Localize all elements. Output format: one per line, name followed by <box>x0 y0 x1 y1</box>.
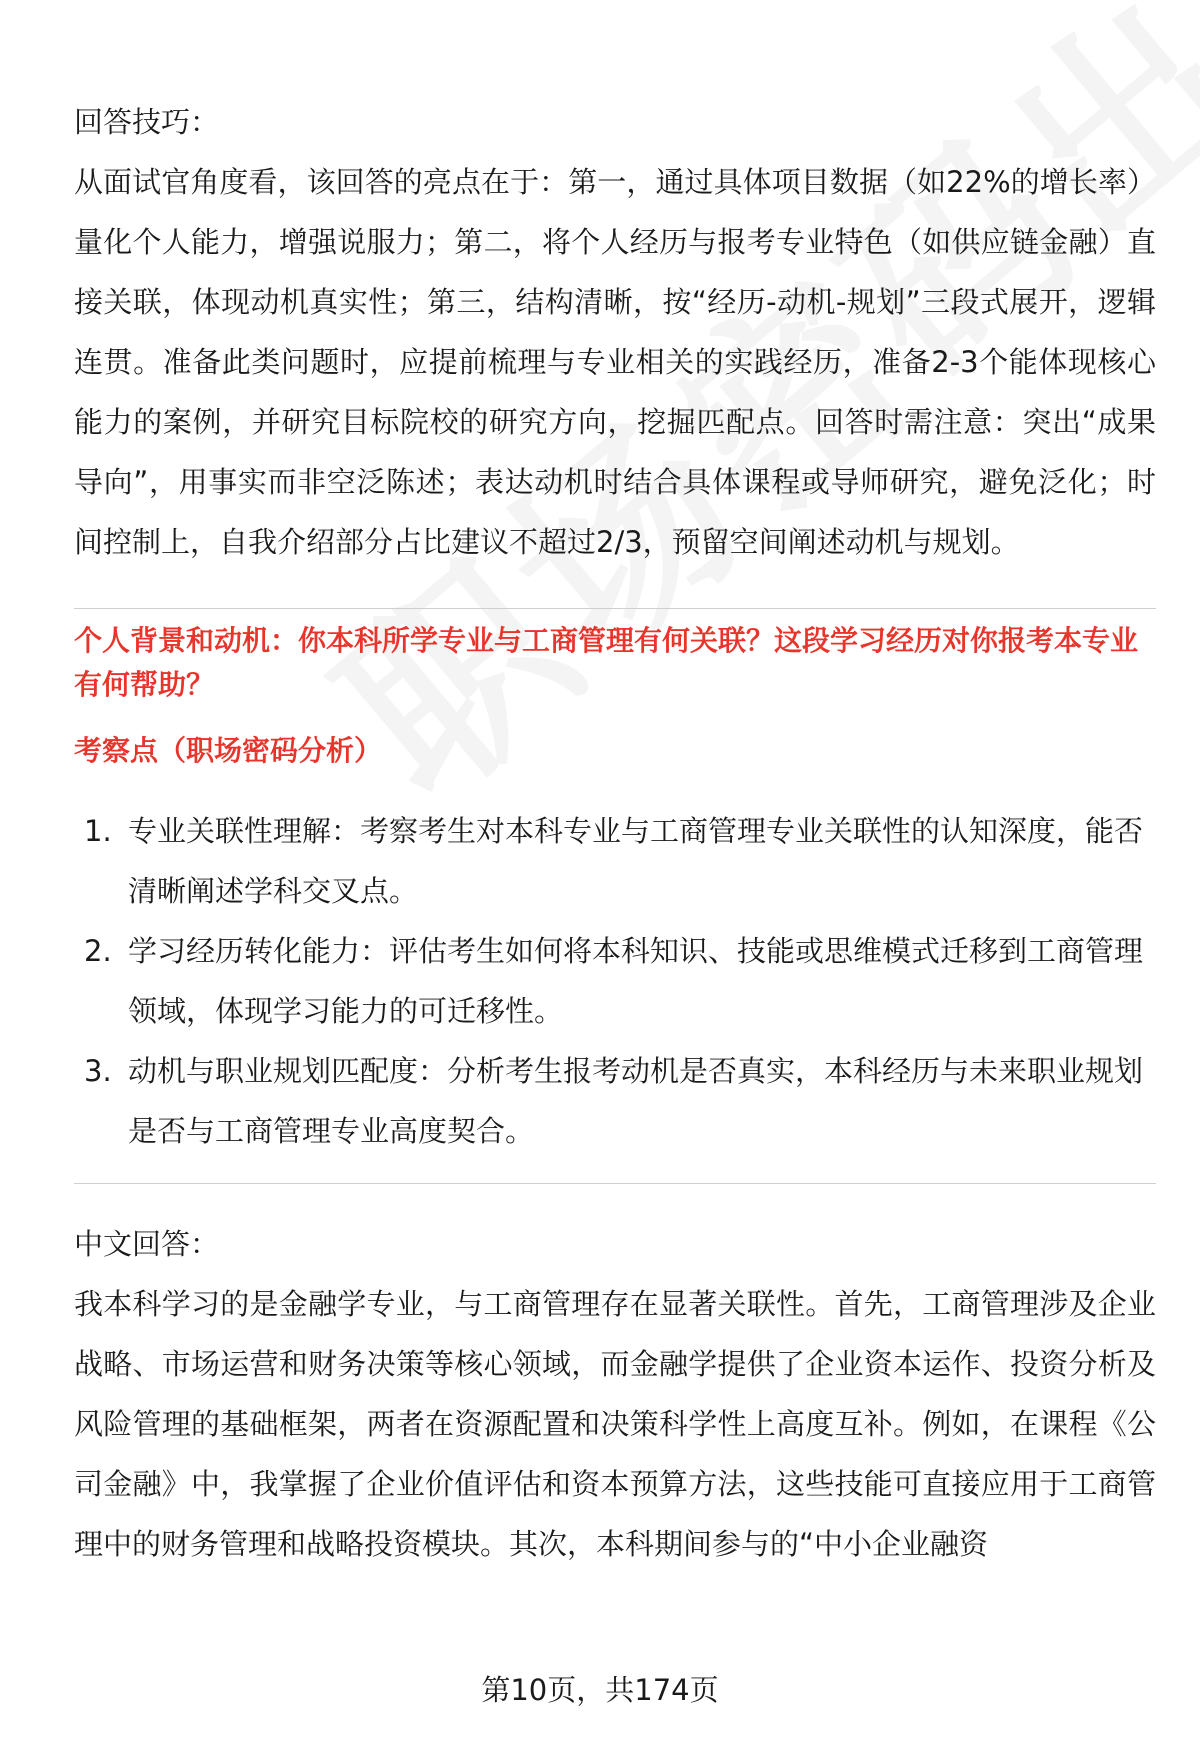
divider <box>74 608 1156 609</box>
tips-section <box>74 92 1156 572</box>
list-item-number: 1. <box>84 814 112 848</box>
list-item-text: 动机与职业规划匹配度：分析考生报考动机是否真实，本科经历与未来职业规划是否与工商管理专业高度契合。 <box>128 1054 1144 1148</box>
list-item <box>74 1041 1156 1161</box>
list-item-number: 2. <box>84 934 112 968</box>
answer-section <box>74 1214 1156 1574</box>
list-item <box>74 801 1156 921</box>
list-item <box>74 921 1156 1041</box>
answer-label: 中文回答： <box>74 1227 220 1261</box>
tips-label: 回答技巧： <box>74 105 220 139</box>
tips-body: 从面试官角度看，该回答的亮点在于：第一，通过具体项目数据（如22%的增长率）量化个人能力，增强说服力；第二，将个人经历与报考专业特色（如供应链金融）直接关联，体现动机真实性；第三，结构清晰，按“经历-动机-规划”三段式展开，逻辑连贯。准备此类问题时，应提前梳理与专业相关的实践经历，准备2-3个能体现核心能力的案例，并研究目标院校的研究方向，挖掘匹配点。回答时需注意：突出“成果导向”，用事实而非空泛陈述；表达动机时结合具体课程或导师研究，避免泛化；时间控制上，自我介绍部分占比建议不超过2/3，预留空间阐述动机与规划。 <box>74 165 1156 559</box>
list-item-text: 学习经历转化能力：评估考生如何将本科知识、技能或思维模式迁移到工商管理领域，体现学习能力的可迁移性。 <box>128 934 1144 1028</box>
divider <box>74 1183 1156 1184</box>
assessment-points-list <box>74 801 1156 1161</box>
points-heading: 考察点（职场密码分析） <box>74 734 383 767</box>
list-item-number: 3. <box>84 1054 112 1088</box>
answer-body: 我本科学习的是金融学专业，与工商管理存在显著关联性。首先，工商管理涉及企业战略、市场运营和财务决策等核心领域，而金融学提供了企业资本运作、投资分析及风险管理的基础框架，两者在资源配置和决策科学性上高度互补。例如，在课程《公司金融》中，我掌握了企业价值评估和资本预算方法，这些技能可直接应用于工商管理中的财务管理和战略投资模块。其次，本科期间参与的“中小企业融资 <box>74 1287 1156 1561</box>
question-section <box>74 619 1156 1161</box>
question-title: 个人背景和动机：你本科所学专业与工商管理有何关联？这段学习经历对你报考本专业有何帮助？ <box>74 624 1139 701</box>
page-content <box>74 92 1156 1574</box>
list-item-text: 专业关联性理解：考察考生对本科专业与工商管理专业关联性的认知深度，能否清晰阐述学科交叉点。 <box>128 814 1144 908</box>
page-indicator: 第10页，共174页 <box>481 1673 719 1707</box>
